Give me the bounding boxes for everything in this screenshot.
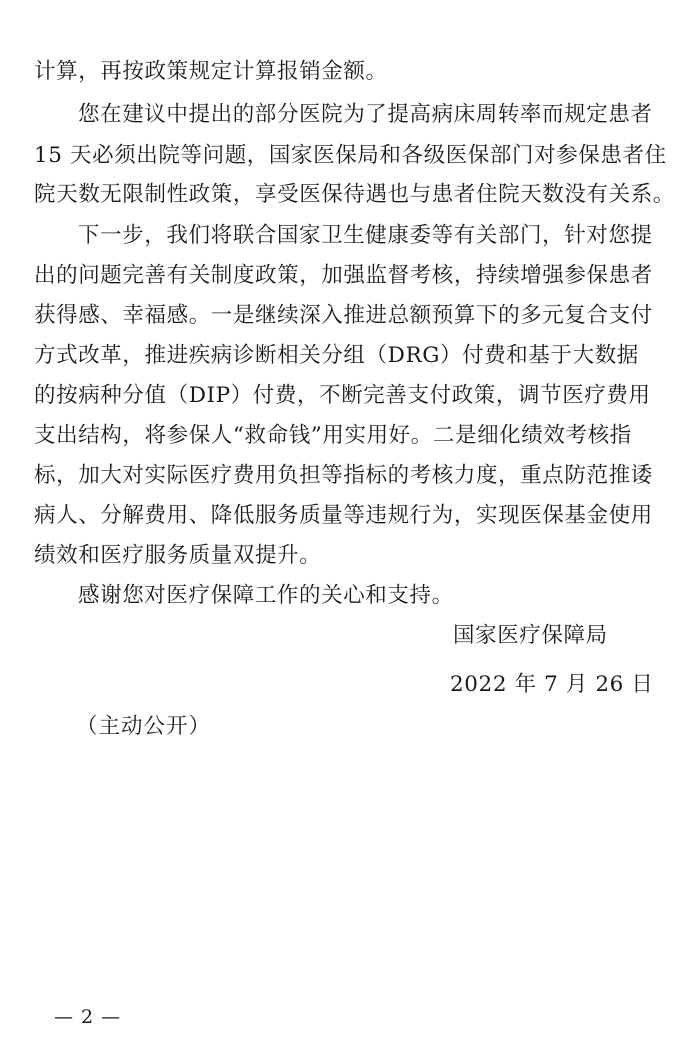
body-line: 标，加大对实际医疗费用负担等指标的考核力度，重点防范推诿 bbox=[34, 463, 653, 488]
disclosure-note: （主动公开） bbox=[76, 714, 212, 739]
body-line: 15 天必须出院等问题，国家医保局和各级医保部门对参保患者住 bbox=[34, 143, 667, 168]
body-line: 方式改革，推进疾病诊断相关分组（DRG）付费和基于大数据 bbox=[34, 343, 639, 368]
body-line: 计算，再按政策规定计算报销金额。 bbox=[34, 59, 388, 84]
body-line: 院天数无限制性政策，享受医保待遇也与患者住院天数没有关系。 bbox=[34, 182, 675, 207]
body-line: 出的问题完善有关制度政策，加强监督考核，持续增强参保患者 bbox=[34, 263, 653, 288]
body-line: 支出结构，将参保人“救命钱”用实用好。二是细化绩效考核指 bbox=[34, 423, 632, 448]
body-line: 下一步，我们将联合国家卫生健康委等有关部门，针对您提 bbox=[78, 223, 653, 248]
page-number: — 2 — bbox=[54, 1006, 122, 1028]
body-line: 病人、分解费用、降低服务质量等违规行为，实现医保基金使用 bbox=[34, 503, 653, 528]
body-line: 获得感、幸福感。一是继续深入推进总额预算下的多元复合支付 bbox=[34, 303, 653, 328]
signature-organization: 国家医疗保障局 bbox=[453, 623, 608, 648]
body-line: 绩效和医疗服务质量双提升。 bbox=[34, 543, 322, 568]
body-line: 您在建议中提出的部分医院为了提高病床周转率而规定患者 bbox=[78, 102, 653, 127]
signature-date: 2022 年 7 月 26 日 bbox=[450, 672, 654, 697]
closing-line: 感谢您对医疗保障工作的关心和支持。 bbox=[78, 583, 454, 608]
body-line: 的按病种分值（DIP）付费，不断完善支付政策，调节医疗费用 bbox=[34, 383, 651, 408]
